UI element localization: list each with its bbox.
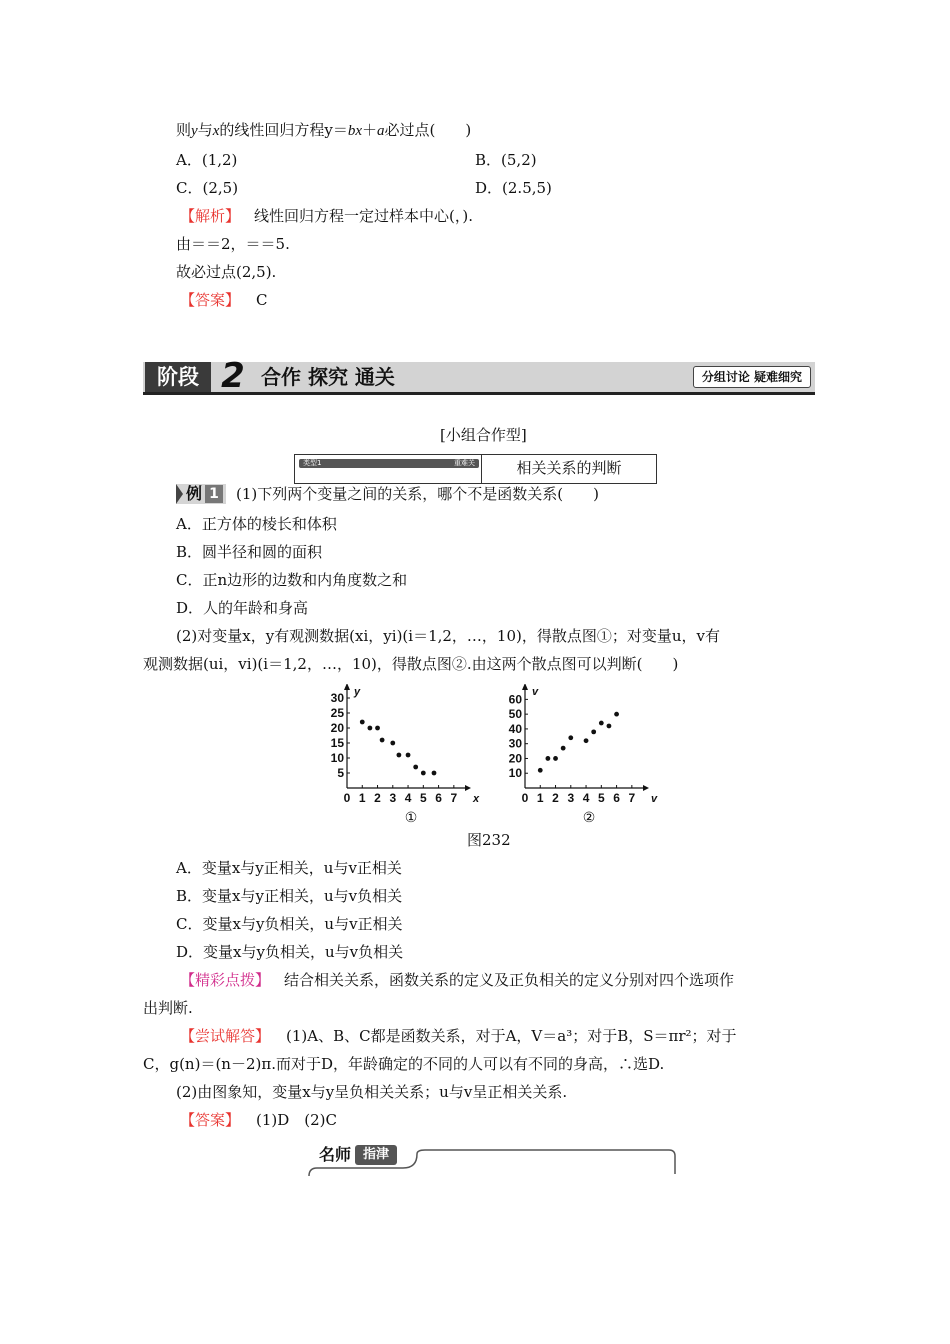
x-tick-label: 7: [450, 791, 458, 805]
y-tick-label: 20: [508, 751, 522, 766]
teacher-frame: [307, 1144, 677, 1178]
x-axis-arrow: [643, 785, 649, 791]
x-axis-label: x: [473, 793, 480, 805]
arrow-icon: [176, 484, 183, 504]
option-label: C．: [176, 179, 203, 197]
y-tick-label: 20: [330, 721, 344, 735]
scatter-plot-1: [325, 684, 485, 824]
q1-option-b: [176, 542, 322, 562]
q-text: 的线性回归方程y＝: [219, 121, 348, 139]
data-point: [432, 771, 437, 776]
answer-tag: 【答案】: [180, 1111, 241, 1129]
y-tick-label: 50: [508, 707, 522, 722]
data-point: [599, 721, 604, 726]
solution-answer: [180, 1110, 337, 1130]
q-text: 必过点( ): [384, 121, 472, 139]
x-tick-label: 4: [404, 791, 412, 805]
y-axis-arrow: [522, 684, 528, 690]
option-label: D．: [176, 599, 204, 617]
option-label: B．: [176, 887, 203, 905]
solution-text: (1)A、B、C都是函数关系，对于A，V＝a³；对于B，S＝πr²；对于: [286, 1027, 737, 1045]
prev-option-d: [475, 178, 552, 198]
option-text: 变量x与y正相关，u与v负相关: [202, 887, 403, 905]
data-point: [607, 724, 612, 729]
scatter-plot-2: [503, 684, 663, 824]
x-tick-label: 6: [613, 791, 620, 805]
x-tick-label: 0: [343, 791, 351, 805]
analysis-text: 线性回归方程一定过样本中心(，).: [254, 207, 473, 225]
stage-number: 2: [221, 356, 245, 396]
y-tick-label: 30: [330, 691, 344, 705]
q1-option-d: [176, 598, 308, 618]
option-label: B．: [475, 151, 502, 169]
x-tick-label: 1: [358, 791, 366, 805]
option-label: B．: [176, 543, 203, 561]
option-text: 正n边形的边数和内角度数之和: [202, 571, 408, 589]
option-text: 圆半径和圆的面积: [202, 543, 323, 561]
q-text: 与: [197, 121, 213, 139]
answer-tag: 【答案】: [180, 291, 241, 309]
plot-label: ②: [582, 809, 596, 824]
x-tick-label: 2: [374, 791, 381, 805]
option-text: 变量x与y负相关，u与v正相关: [202, 915, 403, 933]
data-point: [396, 753, 401, 758]
x-axis-label: v: [651, 793, 658, 805]
q2-option-b: [176, 886, 402, 906]
x-tick-label: 7: [628, 791, 636, 805]
option-label: C．: [176, 571, 203, 589]
option-text: (5,2): [501, 151, 537, 169]
type-tag: 重难关: [454, 459, 475, 467]
data-point: [568, 735, 573, 740]
data-point: [421, 771, 426, 776]
answer-text: (1)D (2)C: [256, 1111, 338, 1129]
type-box: [294, 454, 657, 484]
q-text: 则: [176, 121, 192, 139]
data-point: [375, 726, 380, 731]
option-text: (1,2): [201, 151, 238, 169]
option-text: 人的年龄和身高: [203, 599, 309, 617]
prev-question: [176, 120, 471, 141]
y-axis-label: v: [532, 686, 539, 698]
type-box-title: 相关关系的判断: [516, 459, 622, 477]
y-tick-label: 5: [337, 766, 344, 780]
option-label: C．: [176, 915, 203, 933]
data-point: [367, 726, 372, 731]
solution-line1: [180, 1026, 737, 1046]
q1-option-a: [176, 514, 337, 534]
x-tick-label: 5: [419, 791, 427, 805]
var-bx: bx: [347, 123, 363, 139]
data-point: [561, 746, 566, 751]
option-text: 变量x与y负相关，u与v负相关: [203, 943, 404, 961]
var-a: a: [377, 123, 385, 139]
x-tick-label: 4: [582, 791, 590, 805]
x-tick-label: 1: [536, 791, 544, 805]
solution-tag: 【尝试解答】: [180, 1027, 271, 1045]
hint-tag: 【精彩点拨】: [180, 971, 271, 989]
analysis-tag: 【解析】: [180, 207, 241, 225]
x-axis-arrow: [465, 785, 471, 791]
y-tick-label: 15: [330, 736, 344, 750]
var-y: y: [191, 123, 198, 139]
x-tick-label: 3: [567, 791, 575, 805]
stage-title: 合作 探究 通关: [261, 365, 395, 389]
stage-tag: 分组讨论 疑难细究: [693, 366, 811, 388]
y-tick-label: 10: [508, 766, 522, 781]
answer-text: C: [256, 291, 268, 309]
option-label: A．: [176, 515, 202, 533]
q-text: ＋: [362, 121, 378, 139]
data-point: [538, 768, 543, 773]
prev-answer: [180, 290, 268, 310]
x-tick-label: 5: [597, 791, 605, 805]
figure-caption: 图232: [467, 831, 511, 849]
data-point: [360, 720, 365, 725]
teacher-label: 名师: [319, 1145, 352, 1164]
data-point: [406, 753, 411, 758]
hint-text: 结合相关关系，函数关系的定义及正负相关的定义分别对四个选项作: [284, 971, 735, 989]
y-axis-label: y: [354, 686, 361, 698]
data-point: [390, 741, 395, 746]
option-label: D．: [176, 943, 204, 961]
example-badge: [176, 484, 226, 504]
q2-option-a: [176, 858, 402, 878]
teacher-box: [307, 1144, 677, 1178]
prev-line2: 由＝＝2，＝＝5.: [176, 235, 290, 253]
data-point: [584, 738, 589, 743]
x-tick-label: 0: [521, 791, 529, 805]
example-q2-line1: (2)对变量x，y有观测数据(xi，yi)(i＝1,2，…，10)，得散点图①；对变量u，v有: [176, 627, 720, 645]
y-tick-label: 10: [330, 751, 344, 765]
prev-line3: 故必过点(2,5).: [176, 263, 277, 281]
x-tick-label: 3: [389, 791, 397, 805]
example-label: 例: [186, 484, 203, 503]
y-tick-label: 40: [508, 721, 522, 736]
example-q1: (1)下列两个变量之间的关系，哪个不是函数关系( ): [236, 485, 599, 503]
solution-line2: C，g(n)＝(n－2)π.而对于D，年龄确定的不同的人可以有不同的身高，∴选D.: [143, 1055, 665, 1073]
option-text: 变量x与y正相关，u与v正相关: [201, 859, 402, 877]
y-tick-label: 60: [508, 692, 522, 707]
plot-label: ①: [404, 809, 418, 824]
option-text: (2.5,5): [502, 179, 552, 197]
var-x: x: [212, 123, 220, 139]
option-label: D．: [475, 179, 503, 197]
solution-line3: (2)由图象知，变量x与y呈负相关关系；u与v呈正相关关系.: [176, 1083, 568, 1101]
prev-option-a: [176, 150, 237, 170]
q2-option-d: [176, 942, 403, 962]
section-title: [小组合作型]: [440, 426, 527, 444]
q1-option-c: [176, 570, 407, 590]
x-tick-label: 2: [552, 791, 559, 805]
stage-banner: [143, 356, 815, 396]
type-box-left: [295, 455, 482, 483]
type-label: 类型1: [303, 459, 322, 467]
data-point: [553, 756, 558, 761]
data-point: [545, 756, 550, 761]
hint-line1: [180, 970, 734, 990]
example-q2-line2: 观测数据(ui，vi)(i＝1,2，…，10)，得散点图②.由这两个散点图可以判断( ): [143, 655, 679, 673]
q2-option-c: [176, 914, 403, 934]
teacher-pill: 指津: [355, 1145, 397, 1165]
option-label: A．: [176, 859, 202, 877]
stage-label: 阶段: [145, 362, 211, 392]
data-point: [614, 712, 619, 717]
data-point: [380, 738, 385, 743]
type-bar: [299, 459, 479, 468]
option-text: 正方体的棱长和体积: [201, 515, 337, 533]
option-label: A．: [176, 151, 202, 169]
data-point: [591, 729, 596, 734]
prev-option-c: [176, 178, 238, 198]
hint-line2: 出判断.: [143, 999, 193, 1017]
y-tick-label: 25: [330, 706, 344, 720]
option-text: (2,5): [202, 179, 239, 197]
prev-analysis: [180, 206, 473, 226]
example-number: 1: [205, 485, 223, 503]
x-tick-label: 6: [435, 791, 442, 805]
y-axis-arrow: [344, 684, 350, 690]
prev-option-b: [475, 150, 537, 170]
data-point: [413, 765, 418, 770]
y-tick-label: 30: [508, 736, 522, 751]
